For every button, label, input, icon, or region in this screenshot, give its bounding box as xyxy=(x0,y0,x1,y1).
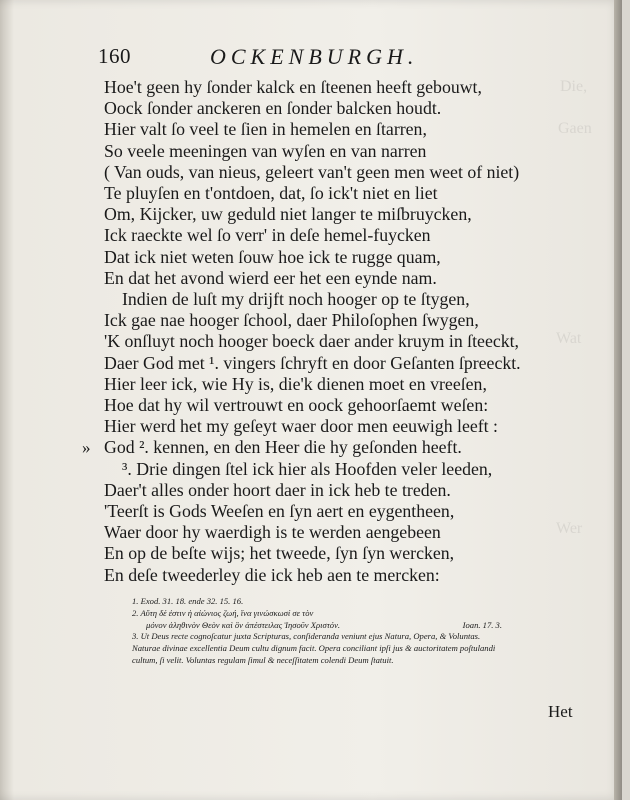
poem-line: 'Teerſt is Gods Weeſen en ſyn aert en eygentheen, xyxy=(104,501,455,522)
poem-line: 'K onſluyt noch hooger boeck daer ander kruym in ſteeckt, xyxy=(104,331,520,352)
poem-line: Hoe dat hy wil vertrouwt en oock gehoorſaemt weſen: xyxy=(104,395,489,416)
footnotes xyxy=(132,596,502,667)
poem-line: So veele meeningen van wyſen en van narren xyxy=(104,140,427,161)
poem-line: Indien de luſt my drijft noch hooger op te ſtygen, xyxy=(122,289,470,310)
poem-line: Om, Kijcker, uw geduld niet langer te miſbruycken, xyxy=(104,204,472,225)
poem-line: Hier werd het my geſeyt waer door men eeuwigh leeft : xyxy=(104,416,499,437)
poem-line: Hier leer ick, wie Hy is, die'k dienen moet en vreeſen, xyxy=(104,373,487,394)
poem-line: ³. Drie dingen ſtel ick hier als Hoofden veler leeden, xyxy=(122,458,493,479)
footnote-2-reference: Ioan. 17. 3. xyxy=(462,619,502,630)
footnote-2-line-2 xyxy=(132,620,502,632)
running-head: OCKENBURGH. xyxy=(210,44,419,69)
poem-line: Waer door hy waerdigh is te werden aengebeen xyxy=(104,522,441,543)
margin-quote-mark: » xyxy=(82,438,91,458)
page-number: 160 xyxy=(98,44,131,68)
catchword: Het xyxy=(548,702,573,721)
poem-line: Ick raeckte wel ſo verr' in deſe hemel-fuycken xyxy=(104,225,431,246)
poem-line: Hier valt ſo veel te ſien in hemelen en ſtarren, xyxy=(104,119,427,140)
poem-line-marked xyxy=(82,437,604,458)
show-through-text: Gaen xyxy=(558,120,592,137)
page-edge-shadow xyxy=(614,0,622,800)
footnote-2-line-1: 2. Αὕτη δέ ἐστιν ἡ αἰώνιος ζωή, ἵνα γινώσκωσί σε τὸν xyxy=(132,607,314,618)
footnote-3: 3. Ut Deus recte cognoſcatur juxta Scripturas, conſideranda veniunt ejus Natura, Opera, & Voluntas. Naturae divinae excellentia Deum cultu dignum facit. Opera conciliant ipſi jus & auctoritatem poſtulandi cultum, ſi velit. Voluntas regulam ſimul & neceſſitatem colendi Deum ſtatuit. xyxy=(132,631,496,665)
poem-line: Dat ick niet weten ſouw hoe ick te rugge quam, xyxy=(104,246,441,267)
poem-line: En op de beſte wijs; het tweede, ſyn ſyn wercken, xyxy=(104,543,455,564)
show-through-text: Die, xyxy=(560,78,588,95)
poem-line: En deſe tweederley die ick heb aen te mercken: xyxy=(104,564,440,585)
poem-line: Daer God met ¹. vingers ſchryft en door Geſanten ſpreeckt. xyxy=(104,352,521,373)
poem-line: Hoe't geen hy ſonder kalck en ſteenen heeft gebouwt, xyxy=(104,77,482,97)
footnote-1: 1. Exod. 31. 18. ende 32. 15. 16. xyxy=(132,596,244,606)
poem-line: Te pluyſen en t'ontdoen, dat, ſo ick't niet en liet xyxy=(104,183,438,204)
poem-line: Oock ſonder anckeren en ſonder balcken houdt. xyxy=(104,98,442,119)
poem-line: ( Van ouds, van nieus, geleert van't geen men weet of niet) xyxy=(104,161,520,182)
poem-line: En dat het avond wierd eer het een eynde nam. xyxy=(104,267,437,288)
poem-line: God ². kennen, en den Heer die hy geſonden heeft. xyxy=(104,437,462,458)
poem-line: Daer't alles onder hoort daer in ick heb te treden. xyxy=(104,479,451,500)
show-through-text: Wat xyxy=(556,330,582,347)
footnote-2-text: μόνον ἀληθινὸν Θεὸν καὶ ὃν ἀπέστειλας Ἰησοῦν Χριστόν. xyxy=(146,619,341,630)
page-header xyxy=(98,44,588,68)
show-through-text: Wer xyxy=(556,520,583,537)
poem-text xyxy=(82,77,604,586)
poem-line: Ick gae nae hooger ſchool, daer Philoſophen ſwygen, xyxy=(104,310,479,331)
